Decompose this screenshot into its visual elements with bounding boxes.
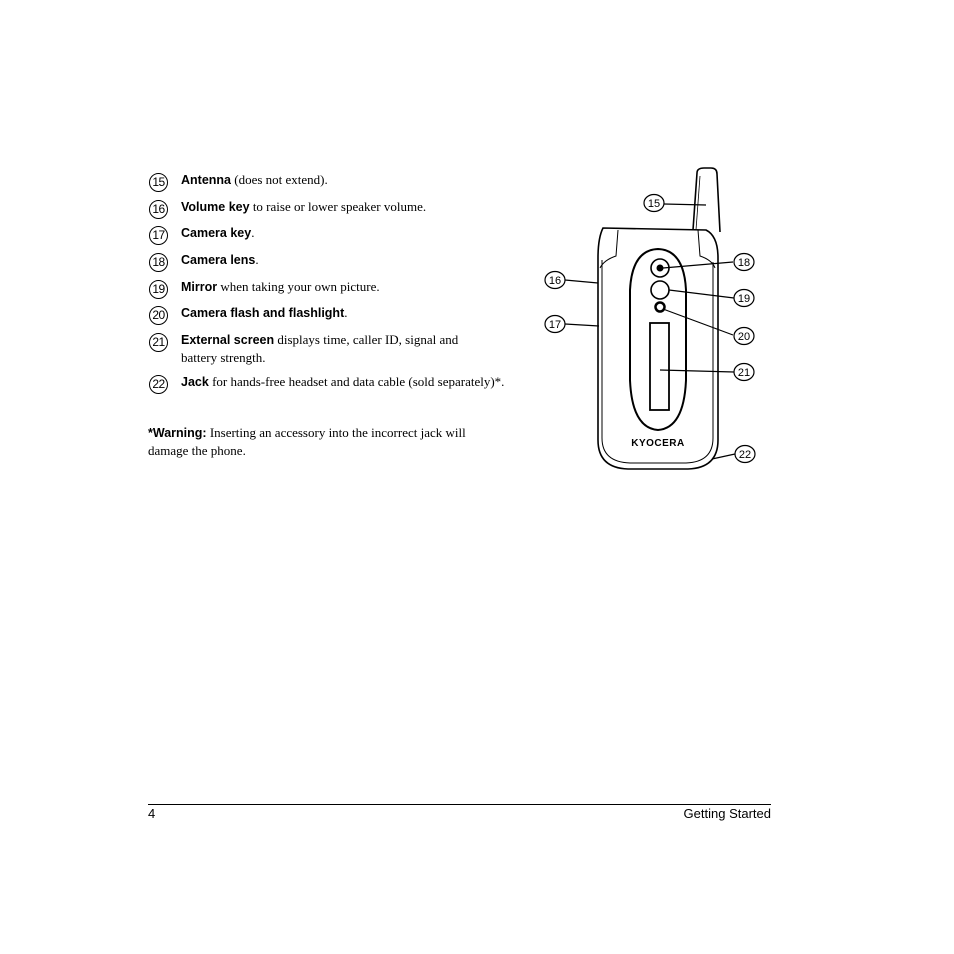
item-description: (does not extend).	[231, 172, 328, 187]
item-term: Antenna	[181, 173, 231, 187]
item-term: Mirror	[181, 280, 218, 294]
item-term: Camera lens	[181, 253, 256, 267]
item-term: Camera key	[181, 226, 252, 240]
parts-list	[148, 171, 528, 400]
brand-logo: KYOCERA	[631, 438, 685, 449]
callout-number: 16	[149, 200, 168, 219]
warning-note	[148, 424, 508, 460]
callout-number: 15	[149, 173, 168, 192]
warning-label: *Warning:	[148, 426, 207, 440]
callout-number: 22	[149, 375, 168, 394]
callout-22: 22	[738, 449, 752, 461]
callout-18: 18	[737, 257, 751, 269]
phone-illustration	[540, 165, 770, 475]
list-item-antenna	[148, 171, 528, 198]
callout-number: 21	[149, 333, 168, 352]
callout-19: 19	[737, 293, 751, 305]
list-item-camera-key	[148, 224, 528, 251]
list-item-volume-key	[148, 198, 528, 224]
item-term: Camera flash and flashlight	[181, 306, 345, 320]
item-term: Volume key	[181, 200, 250, 214]
item-description: .	[255, 252, 259, 267]
footer-divider	[148, 804, 771, 805]
list-item-camera-lens	[148, 251, 528, 278]
warning-text: Inserting an accessory into the incorrect jack will damage the phone.	[148, 425, 466, 458]
callout-16: 16	[548, 275, 562, 287]
item-term: Jack	[181, 375, 209, 389]
list-item-camera-flash	[148, 304, 528, 331]
item-description: to raise or lower speaker volume.	[249, 199, 427, 214]
list-item-mirror	[148, 278, 528, 304]
item-description: when taking your own picture.	[217, 279, 380, 294]
item-description: for hands-free headset and data cable (sold separately)*.	[208, 374, 505, 389]
callout-21: 21	[737, 367, 751, 379]
list-item-external-screen	[148, 331, 481, 373]
callout-number: 17	[149, 226, 168, 245]
item-description: .	[251, 225, 255, 240]
callout-number: 18	[149, 253, 168, 272]
callout-number: 20	[149, 306, 168, 325]
callout-number: 19	[149, 280, 168, 299]
item-term: External screen	[181, 333, 275, 347]
page-number: 4	[148, 806, 156, 821]
list-item-jack	[148, 373, 528, 400]
callout-17: 17	[548, 319, 562, 331]
callout-15: 15	[647, 198, 661, 210]
item-description: displays time, caller ID, signal and battery strength.	[181, 332, 459, 365]
callout-20: 20	[737, 331, 751, 343]
section-title: Getting Started	[683, 806, 771, 821]
camera-lens-dot	[657, 265, 664, 272]
item-description: .	[344, 305, 348, 320]
